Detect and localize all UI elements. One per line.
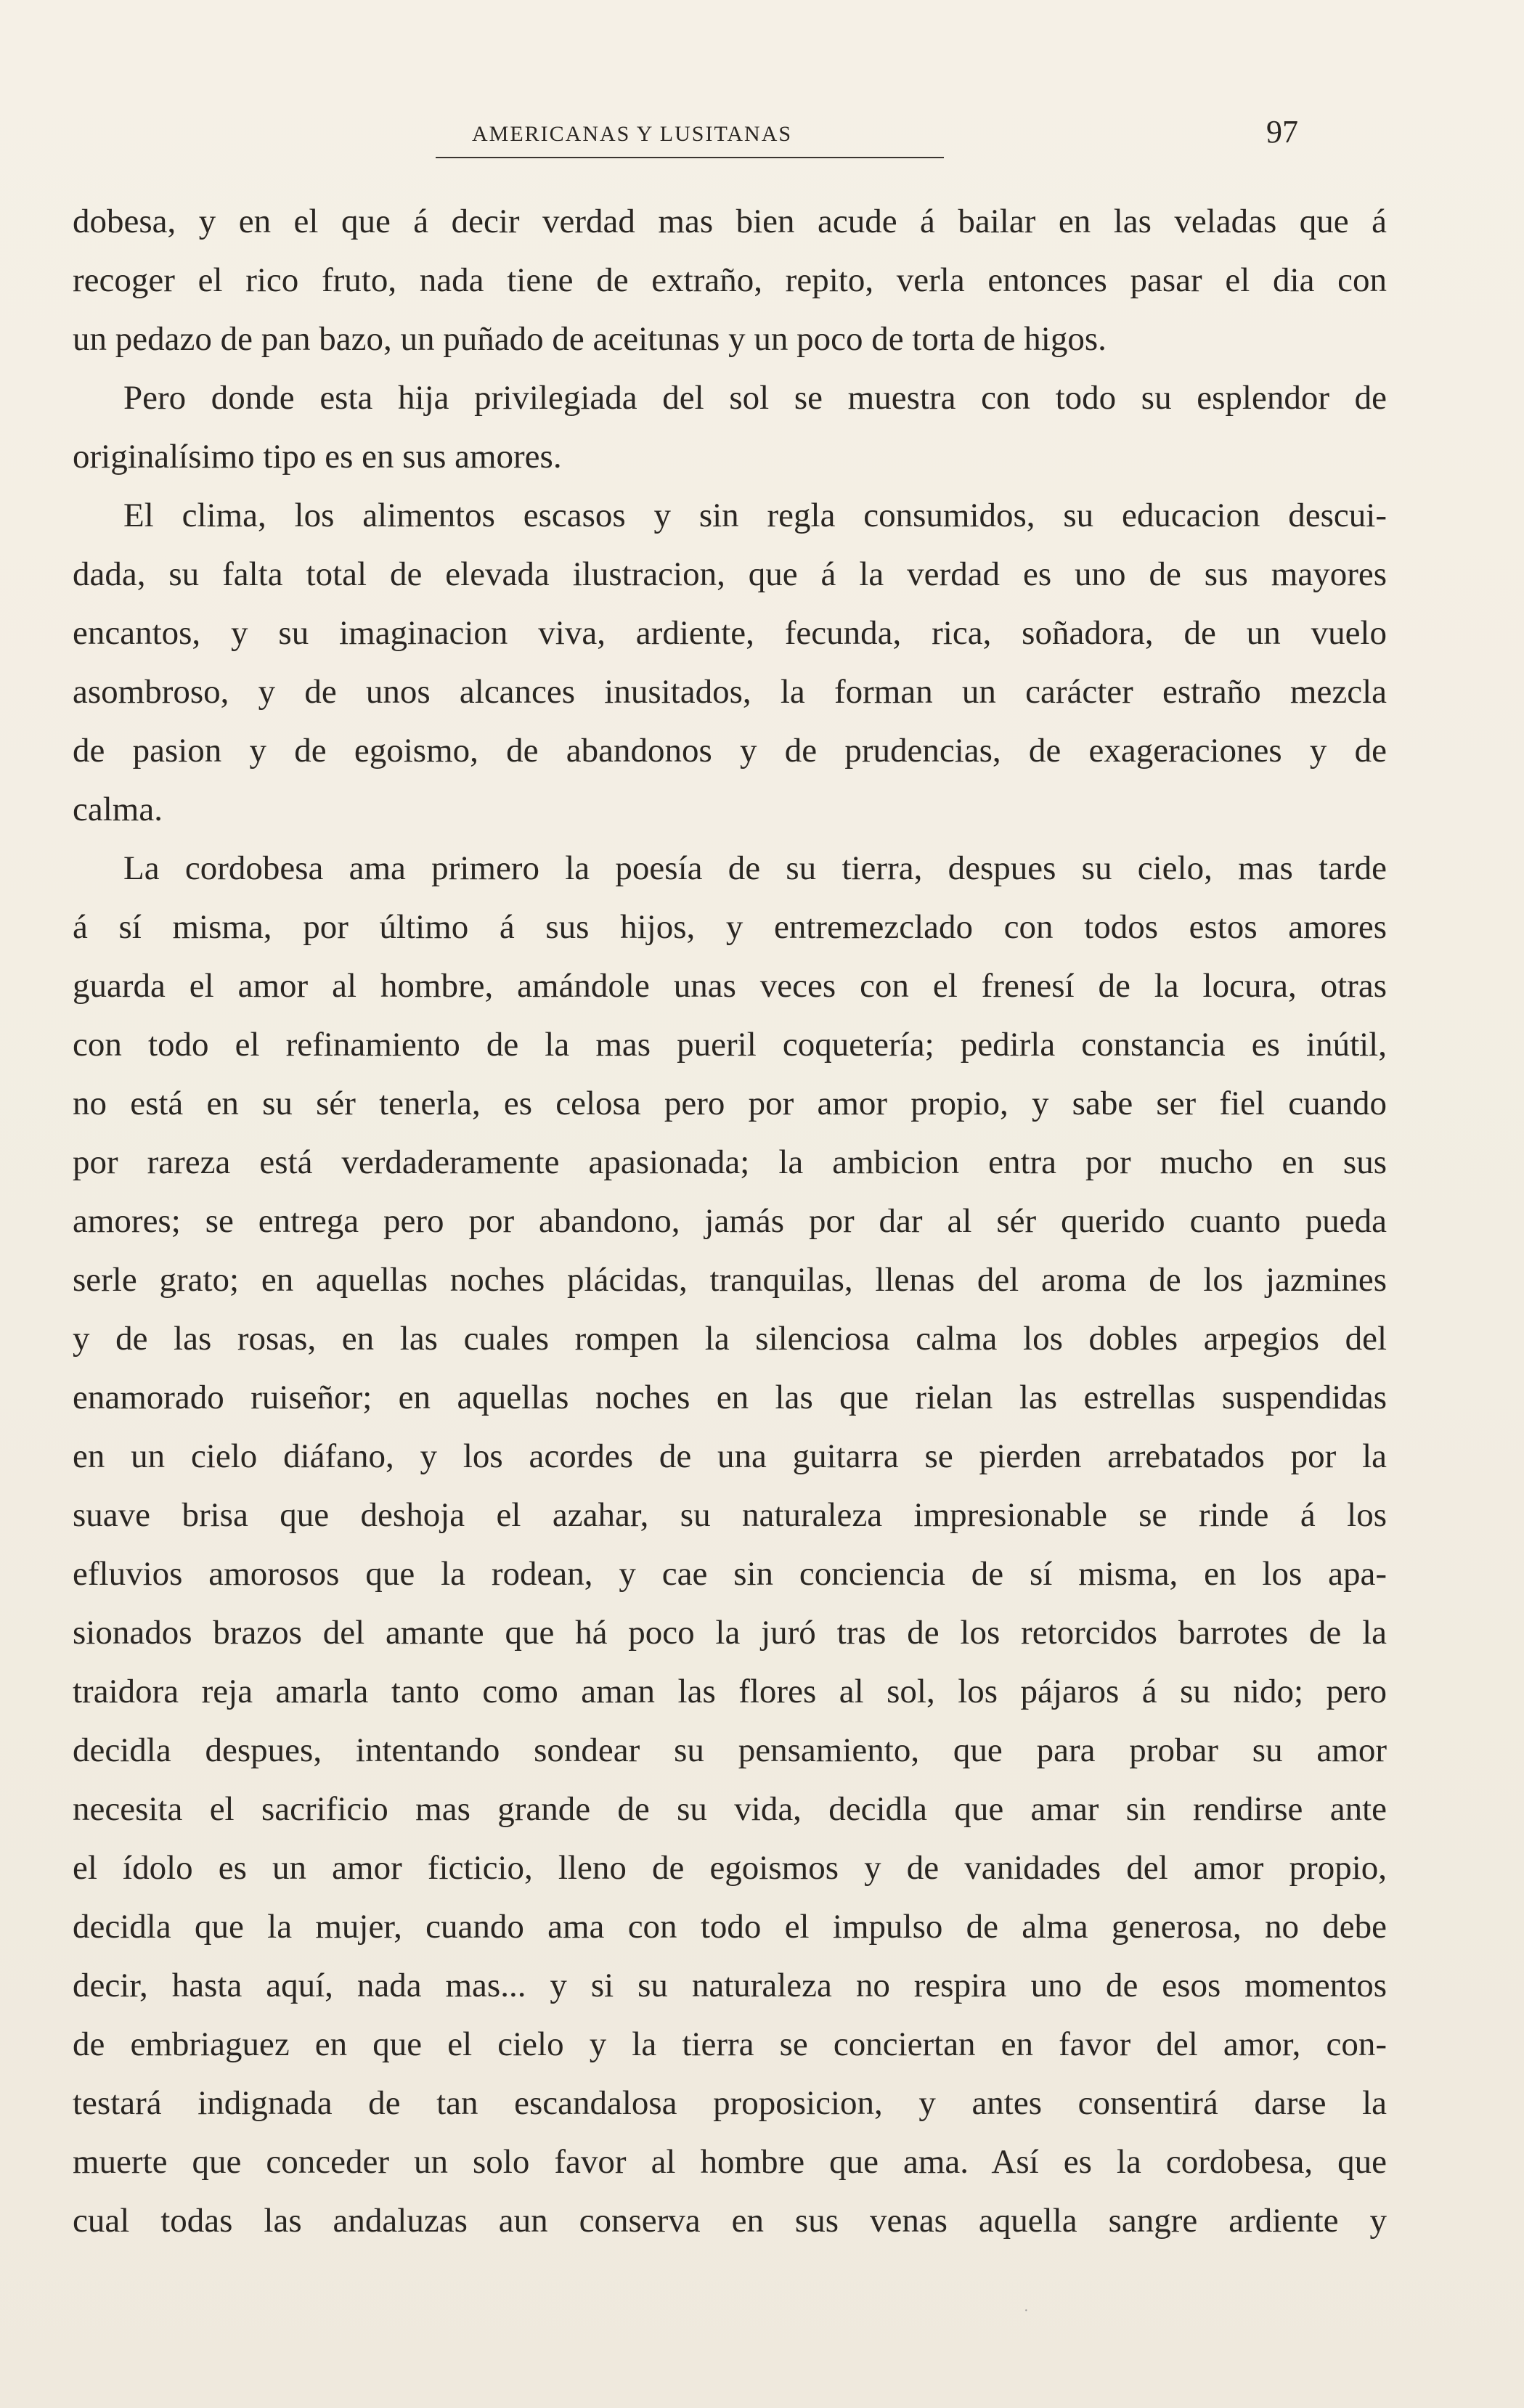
text-line: serle grato; en aquellas noches plácidas, tranquilas, llenas del aroma de los jazmines (73, 1261, 1387, 1299)
text-line: muerte que conceder un solo favor al hombre que ama. Así es la cordobesa, que (73, 2143, 1387, 2181)
text-line: El clima, los alimentos escasos y sin regla consumidos, su educacion descui- (123, 497, 1387, 534)
text-line: el ídolo es un amor ficticio, lleno de egoismos y de vanidades del amor propio, (73, 1849, 1387, 1887)
text-line: asombroso, y de unos alcances inusitados, la forman un carácter estraño mezcla (73, 673, 1387, 711)
text-line: amores; se entrega pero por abandono, jamás por dar al sér querido cuanto pueda (73, 1202, 1387, 1240)
text-line: sionados brazos del amante que há poco la juró tras de los retorcidos barrotes de la (73, 1614, 1387, 1652)
text-line: dobesa, y en el que á decir verdad mas bien acude á bailar en las veladas que á (73, 203, 1387, 240)
text-line: decir, hasta aquí, nada mas... y si su naturaleza no respira uno de esos momentos (73, 1967, 1387, 2004)
text-line: calma. (73, 791, 163, 828)
text-line: en un cielo diáfano, y los acordes de una guitarra se pierden arrebatados por la (73, 1437, 1387, 1475)
text-line: con todo el refinamiento de la mas pueril coquetería; pedirla constancia es inútil, (73, 1026, 1387, 1064)
text-line: suave brisa que deshoja el azahar, su naturaleza impresionable se rinde á los (73, 1496, 1387, 1534)
running-head: AMERICANAS Y LUSITANAS (472, 122, 793, 146)
text-line: guarda el amor al hombre, amándole unas veces con el frenesí de la locura, otras (73, 967, 1387, 1005)
text-line: por rareza está verdaderamente apasionada; la ambicion entra por mucho en sus (73, 1143, 1387, 1181)
text-line: traidora reja amarla tanto como aman las flores al sol, los pájaros á su nido; pero (73, 1673, 1387, 1710)
text-line: á sí misma, por último á sus hijos, y entremezclado con todos estos amores (73, 908, 1387, 946)
print-speck: · (1024, 2303, 1029, 2319)
text-line: dada, su falta total de elevada ilustracion, que á la verdad es uno de sus mayores (73, 555, 1387, 593)
text-line: La cordobesa ama primero la poesía de su tierra, despues su cielo, mas tarde (123, 849, 1387, 887)
text-line: necesita el sacrificio mas grande de su vida, decidla que amar sin rendirse ante (73, 1790, 1387, 1828)
text-line: de pasion y de egoismo, de abandonos y de prudencias, de exageraciones y de (73, 732, 1387, 770)
text-line: testará indignada de tan escandalosa proposicion, y antes consentirá darse la (73, 2084, 1387, 2122)
header-rule (436, 157, 944, 158)
text-line: decidla que la mujer, cuando ama con todo el impulso de alma generosa, no debe (73, 1908, 1387, 1946)
text-line: recoger el rico fruto, nada tiene de extraño, repito, verla entonces pasar el dia con (73, 261, 1387, 299)
body-text (73, 192, 1387, 2250)
text-line: efluvios amorosos que la rodean, y cae sin conciencia de sí misma, en los apa- (73, 1555, 1387, 1593)
page-header (436, 114, 1298, 163)
text-line: un pedazo de pan bazo, un puñado de aceitunas y un poco de torta de higos. (73, 320, 1107, 358)
page-number: 97 (1266, 114, 1298, 150)
text-line: no está en su sér tenerla, es celosa pero por amor propio, y sabe ser fiel cuando (73, 1085, 1387, 1122)
text-line: cual todas las andaluzas aun conserva en sus venas aquella sangre ardiente y (73, 2202, 1387, 2240)
text-line: decidla despues, intentando sondear su pensamiento, que para probar su amor (73, 1731, 1387, 1769)
text-line: enamorado ruiseñor; en aquellas noches en las que rielan las estrellas suspendidas (73, 1379, 1387, 1416)
text-line: y de las rosas, en las cuales rompen la silenciosa calma los dobles arpegios del (73, 1320, 1387, 1358)
text-line: encantos, y su imaginacion viva, ardiente, fecunda, rica, soñadora, de un vuelo (73, 614, 1387, 652)
text-line: originalísimo tipo es en sus amores. (73, 438, 562, 476)
text-line: de embriaguez en que el cielo y la tierra se conciertan en favor del amor, con- (73, 2025, 1387, 2063)
text-line: Pero donde esta hija privilegiada del sol se muestra con todo su esplendor de (123, 379, 1387, 417)
